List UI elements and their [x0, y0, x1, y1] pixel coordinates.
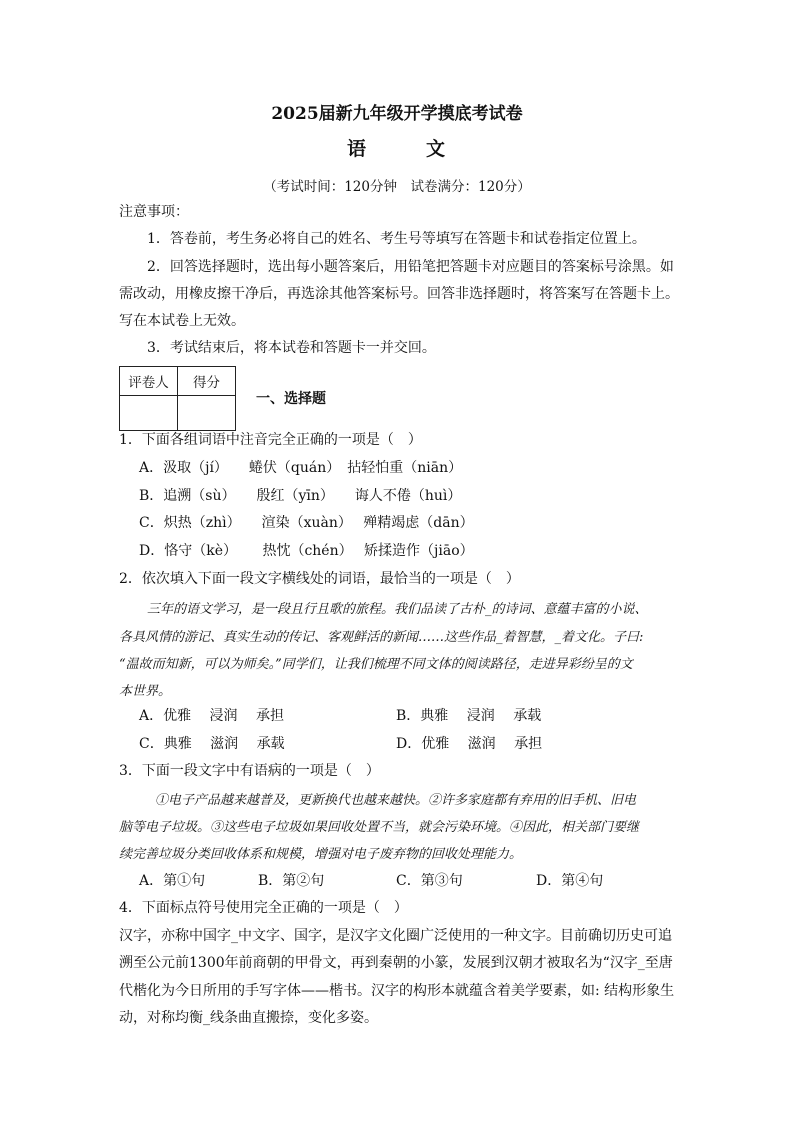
- section-heading: 一、选择题: [256, 391, 326, 407]
- q4-passage-line3: 代楷化为今日所用的手写字体——楷书。汉字的构形本就蕴含着美学要素，如: 结构形象生: [119, 983, 675, 999]
- q4-passage-line2: 溯至公元前1300年前商朝的甲骨文，再到秦朝的小篆，发展到汉朝才被取名为“汉字_至唐: [119, 955, 673, 971]
- q3-stem: 3．下面一段文字中有语病的一项是（ ）: [119, 763, 380, 779]
- q2-option-c: C．典雅 滋润 承载: [139, 736, 285, 752]
- subject-char-2: 文: [426, 138, 448, 160]
- exam-title: 2025届新九年级开学摸底考试卷: [271, 104, 523, 124]
- q3-passage-line1: ①电子产品越来越普及，更新换代也越来越快。②许多家庭都有弃用的旧手机、旧电: [155, 793, 637, 808]
- grading-table: [119, 366, 236, 431]
- subject-heading: [0, 134, 794, 161]
- q3-passage-line3: 续完善垃圾分类回收体系和规模，增强对电子废弃物的回收处理能力。: [119, 847, 523, 862]
- q3-option-d: D．第④句: [536, 873, 604, 889]
- q2-option-d: D．优雅 滋润 承担: [396, 736, 543, 752]
- q2-passage-line1: 三年的语文学习，是一段且行且歌的旅程。我们品读了古朴_的诗词、意蕴丰富的小说、: [147, 602, 648, 617]
- subject-char-1: 语: [346, 138, 368, 160]
- score-cell[interactable]: [178, 396, 236, 431]
- q4-passage-line1: 汉字，亦称中国字_中文字、国字，是汉字文化圈广泛使用的一种文字。目前确切历史可追: [119, 928, 672, 944]
- note-item-3: 3．考试结束后，将本试卷和答题卡一并交回。: [147, 340, 436, 356]
- q3-option-b: B．第②句: [258, 873, 325, 889]
- q3-passage-line2: 脑等电子垃圾。③这些电子垃圾如果回收处置不当，就会污染环境。④因此，相关部门要继: [119, 820, 640, 835]
- grader-cell[interactable]: [120, 396, 178, 431]
- q1-option-c: C．炽热（zhì） 渲染（xuàn） 殚精竭虑（dān）: [139, 515, 474, 531]
- q3-option-c: C．第③句: [396, 873, 463, 889]
- exam-info: （考试时间：120分钟 试卷满分：120分）: [263, 179, 531, 195]
- q2-option-b: B．典雅 浸润 承载: [396, 708, 542, 724]
- note-item-2-line1: 2．回答选择题时，选出每小题答案后，用铅笔把答题卡对应题目的答案标号涂黑。如: [147, 259, 674, 275]
- q1-stem: 1．下面各组词语中注音完全正确的一项是（ ）: [119, 432, 422, 448]
- q3-option-a: A．第①句: [139, 873, 206, 889]
- note-item-1: 1．答卷前，考生务必将自己的姓名、考生号等填写在答题卡和试卷指定位置上。: [147, 231, 646, 247]
- q1-option-a: A．汲取（jí） 蜷伏（quán） 拈轻怕重（niān）: [139, 460, 463, 476]
- q2-passage-line3: “温故而知新，可以为师矣。”同学们，让我们梳理不同文体的阅读路径，走进异彩纷呈的文: [119, 657, 633, 672]
- q2-passage-line2: 各具风情的游记、真实生动的传记、客观鲜活的新闻……这些作品_着智慧，_着文化。子曰:: [119, 630, 644, 645]
- q2-passage-line4: 本世界。: [119, 684, 172, 699]
- q2-stem: 2．依次填入下面一段文字横线处的词语，最恰当的一项是（ ）: [119, 571, 520, 587]
- q4-stem: 4．下面标点符号使用完全正确的一项是（ ）: [119, 900, 408, 916]
- score-header: 得分: [178, 367, 236, 396]
- note-item-2-line3: 写在本试卷上无效。: [119, 313, 245, 329]
- q4-passage-line4: 动，对称均衡_线条曲直搬捺，变化多姿。: [119, 1010, 378, 1026]
- notes-heading: 注意事项：: [119, 204, 189, 220]
- q2-option-a: A．优雅 浸润 承担: [139, 708, 285, 724]
- grader-header: 评卷人: [120, 367, 178, 396]
- q1-option-b: B．追溯（sù） 殷红（yīn） 诲人不倦（huì）: [139, 488, 462, 504]
- note-item-2-line2: 需改动，用橡皮擦干净后，再选涂其他答案标号。回答非选择题时，将答案写在答题卡上。: [119, 286, 679, 302]
- q1-option-d: D．恪守（kè） 热忱（chén） 矫揉造作（jiāo）: [139, 543, 474, 559]
